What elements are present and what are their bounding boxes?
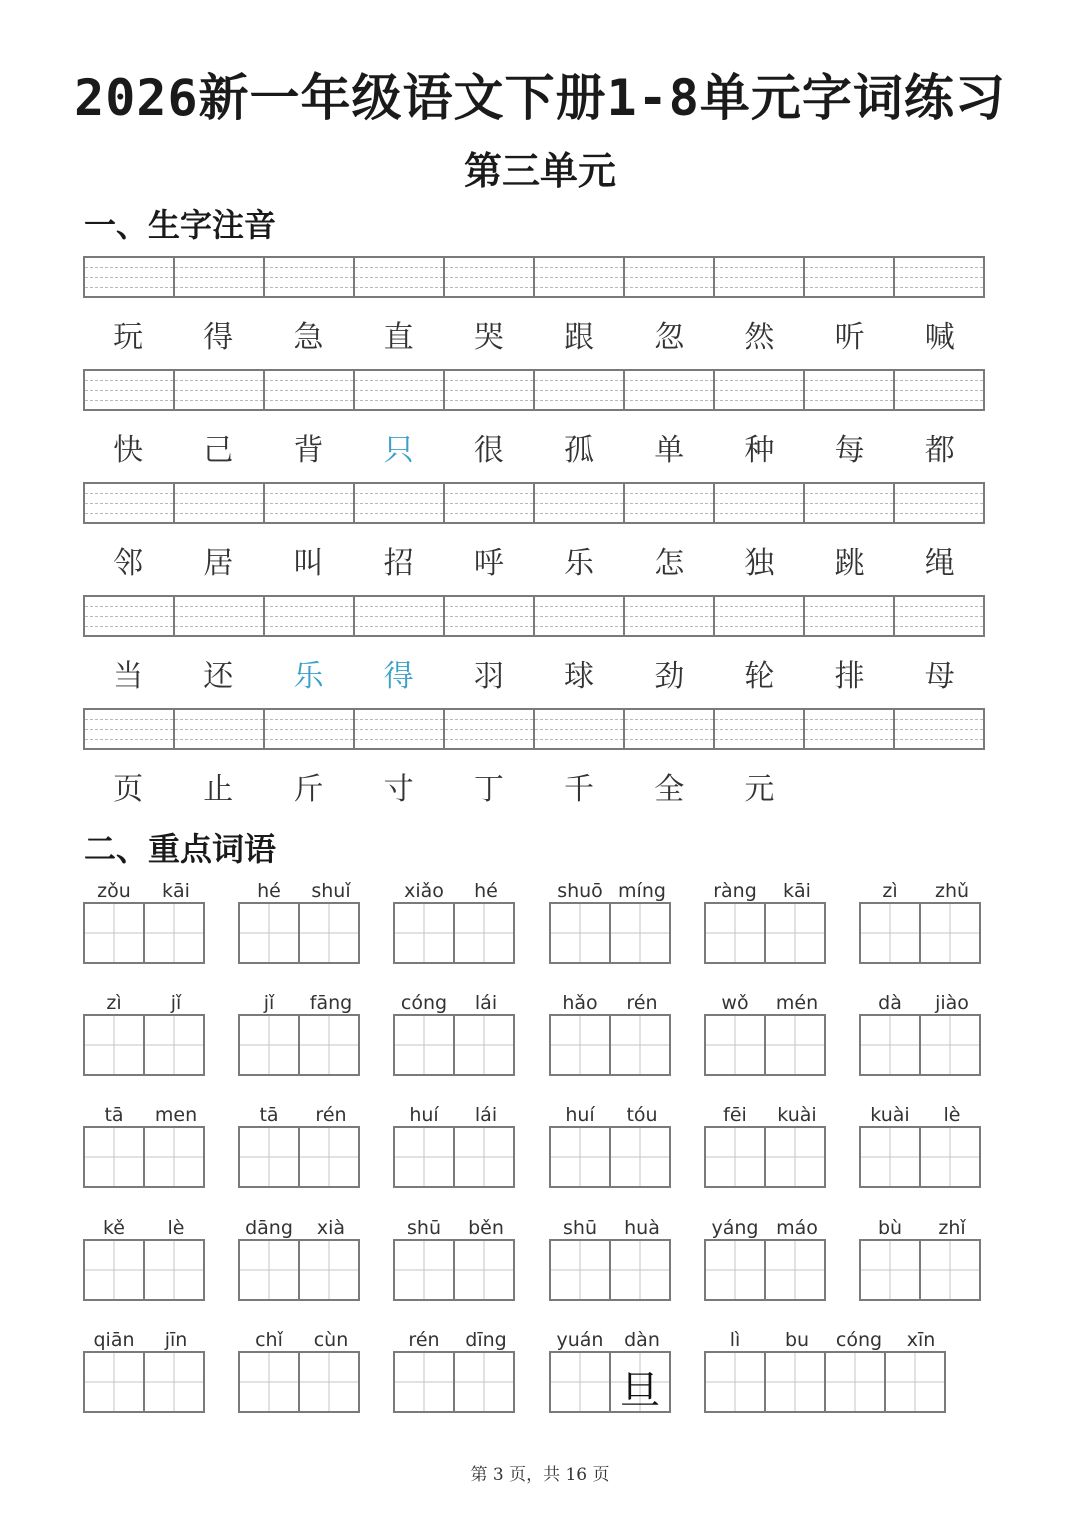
pinyin-syllable: ràng — [713, 880, 757, 902]
word-writing-box — [238, 1100, 362, 1188]
character: 跟 — [564, 320, 595, 355]
word-pinyin — [704, 1213, 828, 1239]
pinyin-syllable: zì — [882, 880, 898, 902]
tianzige-cell[interactable] — [859, 1239, 921, 1301]
pinyin-syllable: men — [154, 1104, 198, 1126]
pinyin-syllable: máo — [776, 1217, 818, 1239]
character-row — [83, 312, 985, 356]
pinyin-cell[interactable] — [175, 710, 265, 748]
word-pinyin — [238, 876, 362, 902]
pinyin-cell[interactable] — [895, 710, 983, 748]
pinyin-syllable: chǐ — [255, 1329, 283, 1351]
pinyin-syllable: hé — [257, 880, 281, 902]
pinyin-syllable: běn — [468, 1217, 504, 1239]
tianzige-cell[interactable] — [238, 1126, 300, 1188]
pinyin-syllable: qiān — [93, 1329, 135, 1351]
pinyin-syllable: zǒu — [97, 880, 131, 902]
pinyin-cell[interactable] — [625, 710, 715, 748]
pinyin-cell[interactable] — [895, 258, 983, 296]
pinyin-syllable: bù — [877, 1217, 903, 1239]
character: 元 — [744, 772, 775, 807]
word-pinyin — [549, 988, 673, 1014]
filled-character: 旦 — [620, 1368, 660, 1414]
pinyin-syllable: kě — [102, 1217, 125, 1239]
tianzige-cell[interactable] — [609, 1351, 671, 1413]
word-pinyin — [859, 1100, 983, 1126]
pinyin-syllable: kuài — [777, 1104, 817, 1126]
pinyin-row[interactable] — [83, 369, 985, 411]
character: 哭 — [473, 320, 504, 355]
pinyin-row[interactable] — [83, 708, 985, 750]
tianzige-cell[interactable] — [453, 1351, 515, 1413]
tianzige-cell[interactable] — [704, 902, 766, 964]
tianzige-cell[interactable] — [704, 1126, 766, 1188]
character: 跳 — [834, 546, 865, 581]
pinyin-syllable: lì — [729, 1329, 741, 1351]
character: 喊 — [924, 320, 955, 355]
character: 快 — [113, 433, 144, 468]
pinyin-syllable: cóng — [835, 1329, 883, 1351]
character: 然 — [744, 320, 775, 355]
tianzige-cell[interactable] — [238, 1014, 300, 1076]
tianzige-cell[interactable] — [83, 1239, 145, 1301]
pinyin-cell[interactable] — [175, 371, 265, 409]
tianzige-cell[interactable] — [298, 1239, 360, 1301]
tianzige-cell[interactable] — [83, 1126, 145, 1188]
pinyin-cell[interactable] — [625, 371, 715, 409]
character: 急 — [293, 320, 324, 355]
tianzige-cell[interactable] — [393, 1126, 455, 1188]
character: 孤 — [564, 433, 595, 468]
word-writing-box — [238, 1325, 362, 1413]
word-pinyin — [238, 1100, 362, 1126]
pinyin-syllable: lái — [474, 1104, 498, 1126]
word-writing-box — [704, 988, 828, 1076]
pinyin-cell[interactable] — [895, 371, 983, 409]
word-writing-box — [393, 1100, 517, 1188]
word-writing-box — [238, 988, 362, 1076]
word-pinyin — [393, 1213, 517, 1239]
pinyin-cell[interactable] — [85, 258, 175, 296]
tianzige-cell[interactable] — [764, 1239, 826, 1301]
tianzige-cell[interactable] — [143, 1351, 205, 1413]
character: 丁 — [473, 772, 504, 807]
character-row — [83, 538, 985, 582]
word-pinyin — [859, 1213, 983, 1239]
pinyin-cell[interactable] — [265, 371, 355, 409]
pinyin-syllable: kāi — [162, 880, 190, 902]
pinyin-syllable: rén — [408, 1329, 440, 1351]
pinyin-cell[interactable] — [805, 371, 895, 409]
tianzige-cell[interactable] — [859, 902, 921, 964]
pinyin-syllable: shuǐ — [311, 880, 351, 902]
word-pinyin — [83, 1100, 207, 1126]
pinyin-cell[interactable] — [265, 710, 355, 748]
word-pinyin — [238, 1325, 362, 1351]
tianzige-cell[interactable] — [609, 1126, 671, 1188]
word-writing-box — [549, 1213, 673, 1301]
pinyin-cell[interactable] — [85, 371, 175, 409]
tianzige-cell[interactable] — [549, 1239, 611, 1301]
word-writing-box — [704, 876, 828, 964]
pinyin-cell[interactable] — [715, 710, 805, 748]
pinyin-syllable: hǎo — [562, 992, 598, 1014]
pinyin-cell[interactable] — [445, 710, 535, 748]
character: 单 — [654, 433, 685, 468]
tianzige-cell[interactable] — [393, 1239, 455, 1301]
tianzige-cell[interactable] — [238, 902, 300, 964]
tianzige-cell[interactable] — [298, 1126, 360, 1188]
pinyin-cell[interactable] — [895, 484, 983, 522]
character-row — [83, 651, 985, 695]
tianzige-cell[interactable] — [919, 902, 981, 964]
pinyin-syllable: huà — [624, 1217, 660, 1239]
character: 乐 — [564, 546, 595, 581]
tianzige-cell[interactable] — [549, 1014, 611, 1076]
character: 己 — [203, 433, 234, 468]
pinyin-cell[interactable] — [85, 597, 175, 635]
pinyin-row[interactable] — [83, 482, 985, 524]
pinyin-syllable: huí — [409, 1104, 439, 1126]
tianzige-cell[interactable] — [704, 1014, 766, 1076]
pinyin-cell[interactable] — [895, 597, 983, 635]
pinyin-cell[interactable] — [535, 371, 625, 409]
tianzige-cell[interactable] — [704, 1239, 766, 1301]
pinyin-cell[interactable] — [805, 484, 895, 522]
tianzige-cell[interactable] — [764, 1126, 826, 1188]
pinyin-cell[interactable] — [715, 484, 805, 522]
word-pinyin — [704, 1325, 952, 1351]
pinyin-syllable: zhǔ — [934, 880, 970, 902]
pinyin-syllable: kuài — [870, 1104, 910, 1126]
word-pinyin — [393, 1100, 517, 1126]
pinyin-cell[interactable] — [625, 258, 715, 296]
pinyin-syllable: dàn — [624, 1329, 660, 1351]
character: 球 — [564, 659, 595, 694]
word-writing-box — [704, 1213, 828, 1301]
tianzige-cell[interactable] — [609, 1014, 671, 1076]
character: 叫 — [293, 546, 324, 581]
word-pinyin — [83, 876, 207, 902]
tianzige-cell[interactable] — [393, 902, 455, 964]
pinyin-syllable: tā — [259, 1104, 279, 1126]
tianzige-cell[interactable] — [143, 1126, 205, 1188]
page-footer: 第 3 页，共 16 页 — [470, 1465, 610, 1485]
pinyin-syllable: zhǐ — [938, 1217, 966, 1239]
word-pinyin — [393, 1325, 517, 1351]
tianzige-cell[interactable] — [609, 902, 671, 964]
word-writing-box — [83, 1213, 207, 1301]
word-pinyin — [859, 876, 983, 902]
pinyin-syllable: shū — [407, 1217, 441, 1239]
character: 绳 — [924, 546, 955, 581]
tianzige-cell[interactable] — [859, 1126, 921, 1188]
tianzige-cell[interactable] — [549, 902, 611, 964]
pinyin-syllable: cóng — [400, 992, 448, 1014]
character: 居 — [203, 546, 234, 581]
character: 只 — [383, 433, 414, 468]
word-pinyin — [83, 1213, 207, 1239]
tianzige-cell[interactable] — [549, 1351, 611, 1413]
character: 轮 — [744, 659, 775, 694]
word-writing-box — [393, 1325, 517, 1413]
pinyin-cell[interactable] — [355, 597, 445, 635]
character: 种 — [744, 433, 775, 468]
word-writing-box — [704, 1100, 828, 1188]
word-writing-box — [83, 1100, 207, 1188]
character: 还 — [203, 659, 234, 694]
pinyin-cell[interactable] — [805, 597, 895, 635]
tianzige-cell[interactable] — [859, 1014, 921, 1076]
pinyin-syllable: jīn — [164, 1329, 188, 1351]
pinyin-cell[interactable] — [805, 258, 895, 296]
character: 得 — [383, 659, 414, 694]
pinyin-syllable: lè — [167, 1217, 185, 1239]
pinyin-syllable: jǐ — [263, 992, 275, 1014]
character: 页 — [113, 772, 144, 807]
word-pinyin — [704, 876, 828, 902]
character: 邻 — [113, 546, 144, 581]
pinyin-cell[interactable] — [445, 484, 535, 522]
pinyin-row[interactable] — [83, 595, 985, 637]
tianzige-cell[interactable] — [919, 1014, 981, 1076]
pinyin-syllable: dà — [878, 992, 902, 1014]
word-pinyin — [238, 1213, 362, 1239]
word-writing-box — [549, 988, 673, 1076]
word-pinyin — [549, 1213, 673, 1239]
word-pinyin — [393, 988, 517, 1014]
tianzige-cell[interactable] — [453, 1239, 515, 1301]
word-writing-box — [83, 1325, 207, 1413]
word-writing-box — [393, 988, 517, 1076]
tianzige-cell[interactable] — [704, 1351, 766, 1413]
character: 怎 — [654, 546, 685, 581]
character: 乐 — [293, 659, 324, 694]
character-row — [83, 425, 985, 469]
pinyin-cell[interactable] — [355, 258, 445, 296]
tianzige-cell[interactable] — [884, 1351, 946, 1413]
character: 呼 — [473, 546, 504, 581]
tianzige-cell[interactable] — [919, 1239, 981, 1301]
pinyin-syllable: xià — [316, 1217, 346, 1239]
word-pinyin — [393, 876, 517, 902]
section1-heading: 一、生字注音 — [84, 206, 277, 244]
tianzige-cell[interactable] — [298, 1351, 360, 1413]
pinyin-syllable: tóu — [626, 1104, 658, 1126]
word-writing-box — [549, 1100, 673, 1188]
pinyin-cell[interactable] — [445, 597, 535, 635]
character: 羽 — [473, 659, 504, 694]
pinyin-syllable: cùn — [313, 1329, 349, 1351]
pinyin-cell[interactable] — [715, 258, 805, 296]
word-writing-box — [83, 876, 207, 964]
pinyin-cell[interactable] — [445, 258, 535, 296]
character: 劲 — [654, 659, 685, 694]
pinyin-row[interactable] — [83, 256, 985, 298]
pinyin-syllable: míng — [618, 880, 666, 902]
pinyin-cell[interactable] — [535, 258, 625, 296]
tianzige-cell[interactable] — [453, 1126, 515, 1188]
pinyin-syllable: jǐ — [170, 992, 182, 1014]
pinyin-cell[interactable] — [625, 597, 715, 635]
word-writing-box — [393, 876, 517, 964]
pinyin-syllable: dāng — [245, 1217, 293, 1239]
tianzige-cell[interactable] — [764, 902, 826, 964]
word-pinyin — [704, 988, 828, 1014]
pinyin-cell[interactable] — [265, 597, 355, 635]
word-pinyin — [83, 1325, 207, 1351]
pinyin-cell[interactable] — [265, 484, 355, 522]
character: 当 — [113, 659, 144, 694]
pinyin-syllable: rén — [626, 992, 658, 1014]
tianzige-cell[interactable] — [143, 902, 205, 964]
character: 斤 — [293, 772, 324, 807]
pinyin-cell[interactable] — [535, 597, 625, 635]
character: 千 — [564, 772, 595, 807]
pinyin-cell[interactable] — [625, 484, 715, 522]
pinyin-cell[interactable] — [85, 484, 175, 522]
pinyin-cell[interactable] — [535, 484, 625, 522]
tianzige-cell[interactable] — [393, 1014, 455, 1076]
word-writing-box — [83, 988, 207, 1076]
character: 听 — [834, 320, 865, 355]
character: 直 — [383, 320, 414, 355]
tianzige-cell[interactable] — [83, 1351, 145, 1413]
tianzige-cell[interactable] — [298, 902, 360, 964]
character: 很 — [473, 433, 504, 468]
pinyin-syllable: mén — [775, 992, 819, 1014]
tianzige-cell[interactable] — [453, 902, 515, 964]
word-pinyin — [549, 876, 673, 902]
tianzige-cell[interactable] — [919, 1126, 981, 1188]
pinyin-syllable: yuán — [556, 1329, 604, 1351]
character: 得 — [203, 320, 234, 355]
tianzige-cell[interactable] — [609, 1239, 671, 1301]
word-pinyin — [238, 988, 362, 1014]
character: 排 — [834, 659, 865, 694]
pinyin-syllable: hé — [474, 880, 498, 902]
word-writing-box — [549, 876, 673, 964]
tianzige-cell[interactable] — [83, 902, 145, 964]
pinyin-cell[interactable] — [715, 371, 805, 409]
pinyin-cell[interactable] — [85, 710, 175, 748]
character: 都 — [924, 433, 955, 468]
character: 独 — [744, 546, 775, 581]
section2-heading: 二、重点词语 — [84, 830, 277, 868]
character: 止 — [203, 772, 234, 807]
pinyin-syllable: fāng — [309, 992, 353, 1014]
tianzige-cell[interactable] — [764, 1351, 826, 1413]
word-pinyin — [549, 1325, 673, 1351]
pinyin-syllable: fēi — [723, 1104, 747, 1126]
character: 母 — [924, 659, 955, 694]
character: 寸 — [383, 772, 414, 807]
pinyin-syllable: zì — [106, 992, 122, 1014]
pinyin-syllable: shuō — [557, 880, 603, 902]
word-writing-box — [549, 1325, 673, 1413]
pinyin-syllable: xiǎo — [404, 880, 444, 902]
page-title: 2026新一年级语文下册1-8单元字词练习 — [74, 69, 1006, 127]
pinyin-cell[interactable] — [175, 484, 265, 522]
pinyin-cell[interactable] — [355, 371, 445, 409]
pinyin-syllable: yáng — [711, 1217, 759, 1239]
word-writing-box — [859, 1100, 983, 1188]
pinyin-syllable: kāi — [783, 880, 811, 902]
tianzige-cell[interactable] — [549, 1126, 611, 1188]
pinyin-syllable: lè — [943, 1104, 961, 1126]
word-pinyin — [83, 988, 207, 1014]
word-writing-box — [859, 876, 983, 964]
character: 全 — [654, 772, 685, 807]
tianzige-cell[interactable] — [393, 1351, 455, 1413]
pinyin-syllable: jiào — [935, 992, 969, 1014]
word-pinyin — [704, 1100, 828, 1126]
character: 招 — [383, 546, 414, 581]
pinyin-syllable: bu — [784, 1329, 810, 1351]
pinyin-syllable: wǒ — [721, 992, 749, 1014]
pinyin-cell[interactable] — [175, 597, 265, 635]
pinyin-cell[interactable] — [805, 710, 895, 748]
tianzige-cell[interactable] — [143, 1014, 205, 1076]
pinyin-cell[interactable] — [535, 710, 625, 748]
unit-subtitle: 第三单元 — [463, 148, 616, 193]
pinyin-syllable: rén — [315, 1104, 347, 1126]
pinyin-syllable: shū — [563, 1217, 597, 1239]
pinyin-cell[interactable] — [175, 258, 265, 296]
pinyin-syllable: xīn — [906, 1329, 936, 1351]
pinyin-cell[interactable] — [715, 597, 805, 635]
character: 每 — [834, 433, 865, 468]
pinyin-cell[interactable] — [445, 371, 535, 409]
tianzige-cell[interactable] — [143, 1239, 205, 1301]
tianzige-cell[interactable] — [298, 1014, 360, 1076]
tianzige-cell[interactable] — [764, 1014, 826, 1076]
pinyin-cell[interactable] — [355, 484, 445, 522]
pinyin-syllable: dīng — [465, 1329, 507, 1351]
tianzige-cell[interactable] — [238, 1239, 300, 1301]
word-writing-box — [859, 988, 983, 1076]
word-writing-box — [859, 1213, 983, 1301]
tianzige-cell[interactable] — [83, 1014, 145, 1076]
character: 玩 — [113, 320, 144, 355]
pinyin-syllable: lái — [474, 992, 498, 1014]
pinyin-syllable: huí — [565, 1104, 595, 1126]
pinyin-syllable: tā — [104, 1104, 124, 1126]
pinyin-cell[interactable] — [355, 710, 445, 748]
word-writing-box — [238, 876, 362, 964]
character: 忽 — [654, 320, 685, 355]
word-writing-box — [704, 1325, 952, 1413]
word-writing-box — [393, 1213, 517, 1301]
word-writing-box — [238, 1213, 362, 1301]
character-row — [83, 764, 985, 808]
word-pinyin — [859, 988, 983, 1014]
tianzige-cell[interactable] — [453, 1014, 515, 1076]
tianzige-cell[interactable] — [824, 1351, 886, 1413]
word-pinyin — [549, 1100, 673, 1126]
tianzige-cell[interactable] — [238, 1351, 300, 1413]
pinyin-cell[interactable] — [265, 258, 355, 296]
character: 背 — [293, 433, 324, 468]
